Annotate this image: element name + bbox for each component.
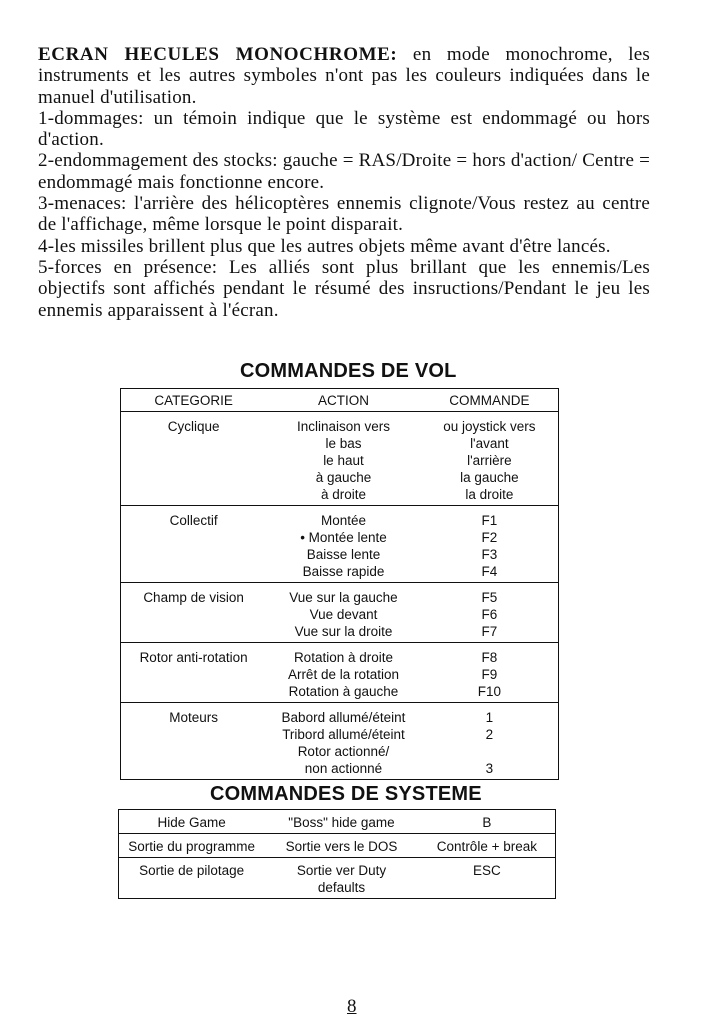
command-line: F1 xyxy=(481,513,498,528)
command-line xyxy=(421,743,558,760)
action-line: Sortie ver Duty xyxy=(296,863,387,878)
command-line: la gauche xyxy=(460,470,519,485)
table-row xyxy=(121,412,559,506)
action-line: Rotor actionné/ xyxy=(297,744,390,759)
action-line: Vue sur la droite xyxy=(294,624,393,639)
intro-item: 5-forces en présence: Les alliés sont plus brillant que les ennemis/Les objectifs sont affichés pendant le résumé des insructions/Pendant le jeu les ennemis apparaissent à l'écran. xyxy=(38,256,650,321)
command-cell: Contrôle + break xyxy=(419,834,556,858)
command-cell xyxy=(421,506,559,583)
table-row xyxy=(121,643,559,703)
intro-item: 2-endommagement des stocks: gauche = RAS/Droite = hors d'action/ Centre = endommagé mais fonctionne encore. xyxy=(38,150,650,193)
action-line: Vue devant xyxy=(309,607,378,622)
action-cell xyxy=(266,703,421,780)
intro-lead-rest: en mode monochrome, les instruments et les autres symboles n'ont pas les couleurs indiquées dans le manuel d'utilisation. xyxy=(38,44,650,108)
action-cell: "Boss" hide game xyxy=(264,810,419,834)
intro-item: 1-dommages: un témoin indique que le système est endommagé ou hors d'action. xyxy=(38,107,650,151)
action-cell xyxy=(266,583,421,643)
command-line: la droite xyxy=(465,487,514,502)
page-number: 8 xyxy=(347,996,357,1017)
action-cell xyxy=(266,506,421,583)
action-cell: Sortie vers le DOS xyxy=(264,834,419,858)
command-line: F9 xyxy=(481,667,498,682)
command-cell xyxy=(421,703,559,780)
category-cell: Sortie de pilotage xyxy=(119,858,265,899)
category-cell: Sortie du programme xyxy=(119,834,265,858)
action-line: Tribord allumé/éteint xyxy=(282,727,405,742)
command-line: F7 xyxy=(481,624,498,639)
command-line: F6 xyxy=(481,607,498,622)
command-cell: ESC xyxy=(419,858,556,899)
category-cell: Collectif xyxy=(121,506,267,583)
flight-commands-table xyxy=(120,388,559,780)
action-line: Montée xyxy=(320,513,366,528)
category-cell: Hide Game xyxy=(119,810,265,834)
action-line: Inclinaison vers xyxy=(296,419,390,434)
command-cell xyxy=(421,643,559,703)
action-line: le haut xyxy=(323,453,364,468)
column-header-command: COMMANDE xyxy=(421,389,559,412)
intro-item: 4-les missiles brillent plus que les autres objets même avant d'être lancés. xyxy=(38,235,611,257)
table-row xyxy=(121,703,559,780)
action-line: Arrêt de la rotation xyxy=(287,667,399,682)
column-header-category: CATEGORIE xyxy=(121,389,267,412)
command-line: F2 xyxy=(481,530,498,545)
command-line: ou joystick vers xyxy=(443,419,536,434)
action-line: à droite xyxy=(320,487,366,502)
intro-text xyxy=(38,44,650,321)
table-row xyxy=(119,858,556,899)
command-cell xyxy=(421,583,559,643)
category-cell: Rotor anti-rotation xyxy=(121,643,267,703)
command-cell: B xyxy=(419,810,556,834)
command-line: 3 xyxy=(485,761,494,776)
command-line: F10 xyxy=(477,684,501,699)
column-header-action: ACTION xyxy=(266,389,421,412)
command-line: F5 xyxy=(481,590,498,605)
action-cell xyxy=(266,643,421,703)
intro-item: 3-menaces: l'arrière des hélicoptères ennemis clignote/Vous restez au centre de l'affichage, même lorsque le point disparait. xyxy=(38,193,650,236)
action-cell xyxy=(266,412,421,506)
category-cell: Champ de vision xyxy=(121,583,267,643)
command-line: l'arrière xyxy=(467,453,512,468)
action-line: Baisse lente xyxy=(306,547,381,562)
intro-lead-paragraph xyxy=(38,44,650,108)
action-line: Babord allumé/éteint xyxy=(281,710,406,725)
system-commands-table xyxy=(118,809,556,899)
category-cell: Moteurs xyxy=(121,703,267,780)
intro-lead: ECRAN HECULES MONOCHROME: xyxy=(38,44,398,65)
action-cell xyxy=(264,858,419,899)
system-commands-title: COMMANDES DE SYSTEME xyxy=(210,783,482,805)
command-cell xyxy=(421,412,559,506)
table-row xyxy=(121,506,559,583)
command-line: 1 xyxy=(485,710,494,725)
command-line: F3 xyxy=(481,547,498,562)
flight-commands-title: COMMANDES DE VOL xyxy=(240,360,457,382)
table-row xyxy=(121,583,559,643)
action-line: Vue sur la gauche xyxy=(289,590,398,605)
action-line: à gauche xyxy=(315,470,372,485)
command-line: F4 xyxy=(481,564,498,579)
table-row xyxy=(119,834,556,858)
category-cell: Cyclique xyxy=(121,412,267,506)
action-line: non actionné xyxy=(304,761,383,776)
command-line: l'avant xyxy=(470,436,509,451)
table-row xyxy=(119,810,556,834)
command-line: F8 xyxy=(481,650,498,665)
action-line: Baisse rapide xyxy=(302,564,385,579)
table-header-row xyxy=(121,389,559,412)
action-line: Rotation à droite xyxy=(293,650,393,665)
action-line: le bas xyxy=(325,436,362,451)
action-line: • Montée lente xyxy=(300,530,387,545)
action-line: defaults xyxy=(317,880,366,895)
action-line: Rotation à gauche xyxy=(288,684,399,699)
command-line: 2 xyxy=(485,727,494,742)
